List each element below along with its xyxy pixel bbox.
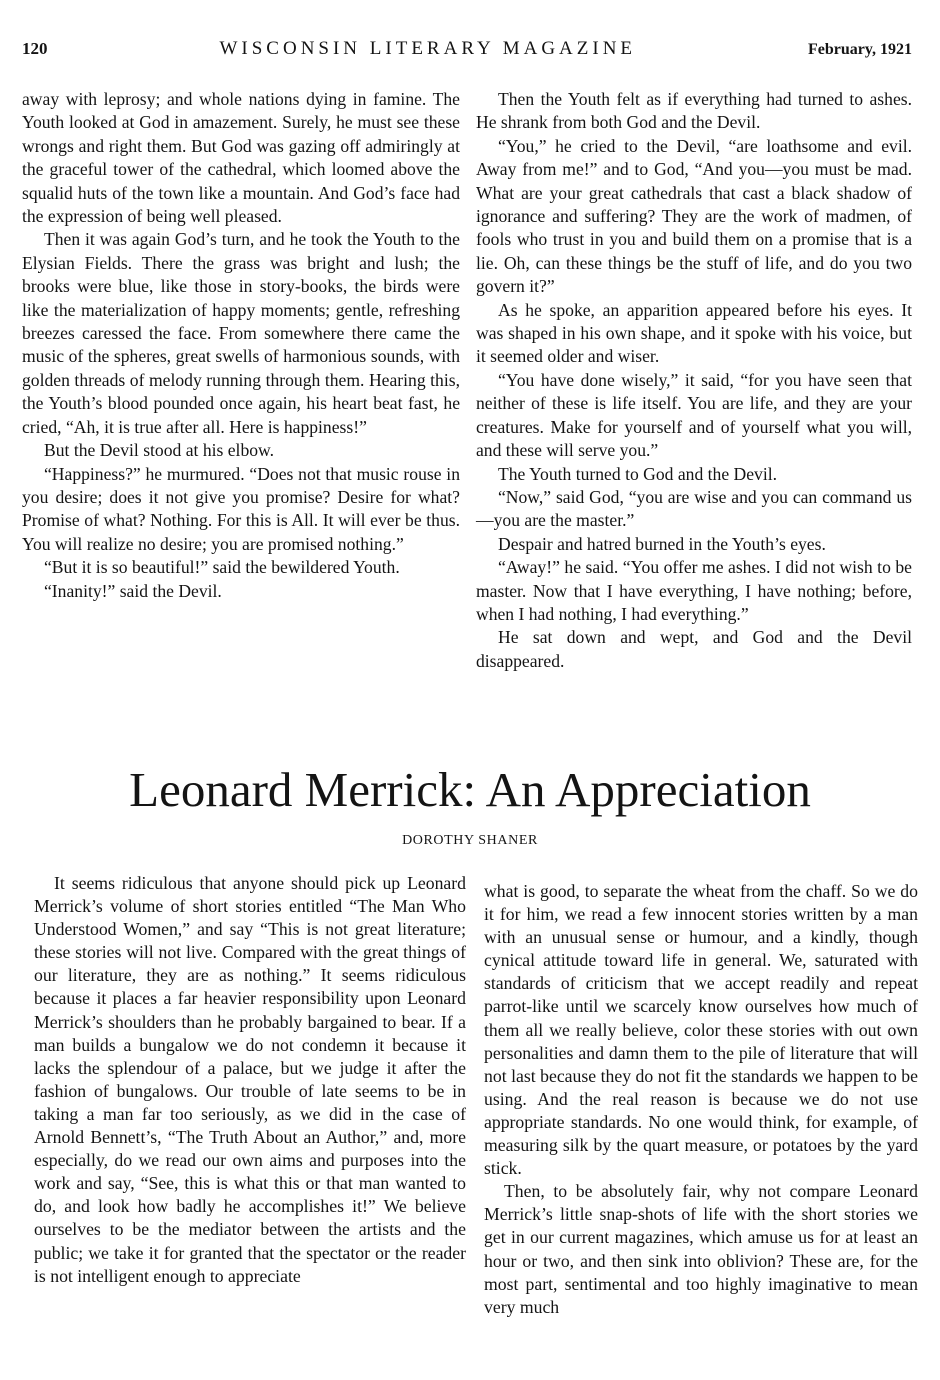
article-paragraph: Then, to be absolutely fair, why not compare Leonard Merrick’s little snap-shots of life with the short stories we get in our current magazines, which amuse us for at least an hour or two, and then sink into oblivion? These are, for the most part, sentimental and too highly imaginative to mean very much (484, 1181, 918, 1317)
story-right-column (476, 88, 912, 673)
story-paragraph: “Happiness?” he murmured. “Does not that music rouse in you desire; does it not give you promise? Desire for what? Promise of what? Nothing. For this is All. It will ever be thus. You will realize no desire; you are promised nothing.” (22, 463, 460, 554)
story-paragraph: Despair and hatred burned in the Youth’s eyes. (498, 533, 826, 554)
story-paragraph: “Inanity!” said the Devil. (44, 580, 222, 601)
story-paragraph: He sat down and wept, and God and the Devil disappeared. (476, 627, 912, 671)
article-author: DOROTHY SHANER (402, 833, 538, 848)
article-left-column (34, 872, 466, 1288)
story-paragraph: Then the Youth felt as if everything had turned to ashes. He shrank from both God and the Devil. (476, 89, 912, 133)
story-paragraph: away with leprosy; and whole nations dying in famine. The Youth looked at God in amazement. Surely, he must see these wrongs and right them. But God was gazing off admiringly at the graceful tower of the cathedral, which loomed above the squalid huts of the town like a mountain. And God’s face had the expression of being well pleased. (22, 89, 460, 227)
story-paragraph: Then it was again God’s turn, and he took the Youth to the Elysian Fields. There the grass was bright and lush; the brooks were blue, like those in story-books, the birds were like the materialization of happy moments; gentle, refreshing breezes caressed the face. From somewhere there came the music of the spheres, great swells of harmonious sounds, with golden threads of melody running through them. Hearing this, the Youth’s blood pounded once again, his heart beat fast, he cried, “Ah, it is true after all. Here is happiness!” (22, 229, 460, 437)
story-left-column (22, 88, 460, 603)
page-number: 120 (22, 39, 48, 58)
issue-date: February, 1921 (808, 41, 912, 58)
story-paragraph: “Now,” said God, “you are wise and you can command us—you are the master.” (476, 486, 912, 531)
story-paragraph: But the Devil stood at his elbow. (44, 440, 274, 461)
story-paragraph: “You,” he cried to the Devil, “are loathsome and evil. Away from me!” and to God, “And you—you must be mad. What are your great cathedrals that cast a black shadow of ignorance and suffering? They are the work of madmen, of fools who trust in you and build them on a promise that is a lie. Oh, can these things be the stuff of life, and do you two govern it?” (476, 135, 912, 297)
article-right-column (484, 880, 918, 1319)
article-title: Leonard Merrick: An Appreciation (129, 762, 811, 817)
magazine-title: WISCONSIN LITERARY MAGAZINE (219, 38, 637, 59)
story-paragraph: As he spoke, an apparition appeared before his eyes. It was shaped in his own shape, and it spoke with his voice, but it seemed older and wiser. (476, 299, 912, 367)
story-paragraph: “But it is so beautiful!” said the bewildered Youth. (44, 557, 400, 578)
story-paragraph: The Youth turned to God and the Devil. (498, 463, 778, 484)
article-paragraph: It seems ridiculous that anyone should pick up Leonard Merrick’s volume of short stories entitled “The Man Who Understood Women,” and say “This is not great literature; these stories will not live. Compared with the great things of our literature, they are as nothing.” It seems ridiculous because it places a far heavier responsibility upon Leonard Merrick’s shoulders than he probably bargained to bear. If a man builds a bungalow we do not condemn it because it lacks the splendour of a palace, but we judge it after the fashion of bungalows. Our trouble of late seems to be in taking a man far too seriously, as we did in the case of Arnold Bennett’s, “The Truth About an Author,” and, more especially, do we read our own aims and purposes into the work and say, “See, this is what this or that man wanted to do, and look how badly he accomplishes it!” We believe ourselves to be the mediator between the artists and the public; we take it for granted that the spectator or the reader is not intelligent enough to appreciate (34, 873, 466, 1286)
page-header (22, 38, 912, 64)
story-paragraph: “You have done wisely,” it said, “for you have seen that neither of these is life itself. You are life, and they are your creatures. Make for yourself and of yourself what you will, and these will serve you.” (476, 369, 912, 461)
story-paragraph: “Away!” he said. “You offer me ashes. I did not wish to be master. Now that I have everything, I have nothing; before, when I had nothing, I had everything.” (476, 557, 912, 624)
article-paragraph: what is good, to separate the wheat from the chaff. So we do it for him, we read a few innocent stories written by a man with an unusual sense or humour, and a kindly, though cynical attitude toward life in general. We, saturated with standards of criticism that we accept readily and repeat parrot-like until we scarcely know ourselves how much of them all we really believe, color these stories with out own personalities and damn them to the pile of literature that will not last because they do not fit the standards we happen to be using. And the real reason is because we do not use appropriate standards. No one would think, for example, of measuring silk by the quart measure, or potatoes by the yard stick. (484, 881, 918, 1179)
